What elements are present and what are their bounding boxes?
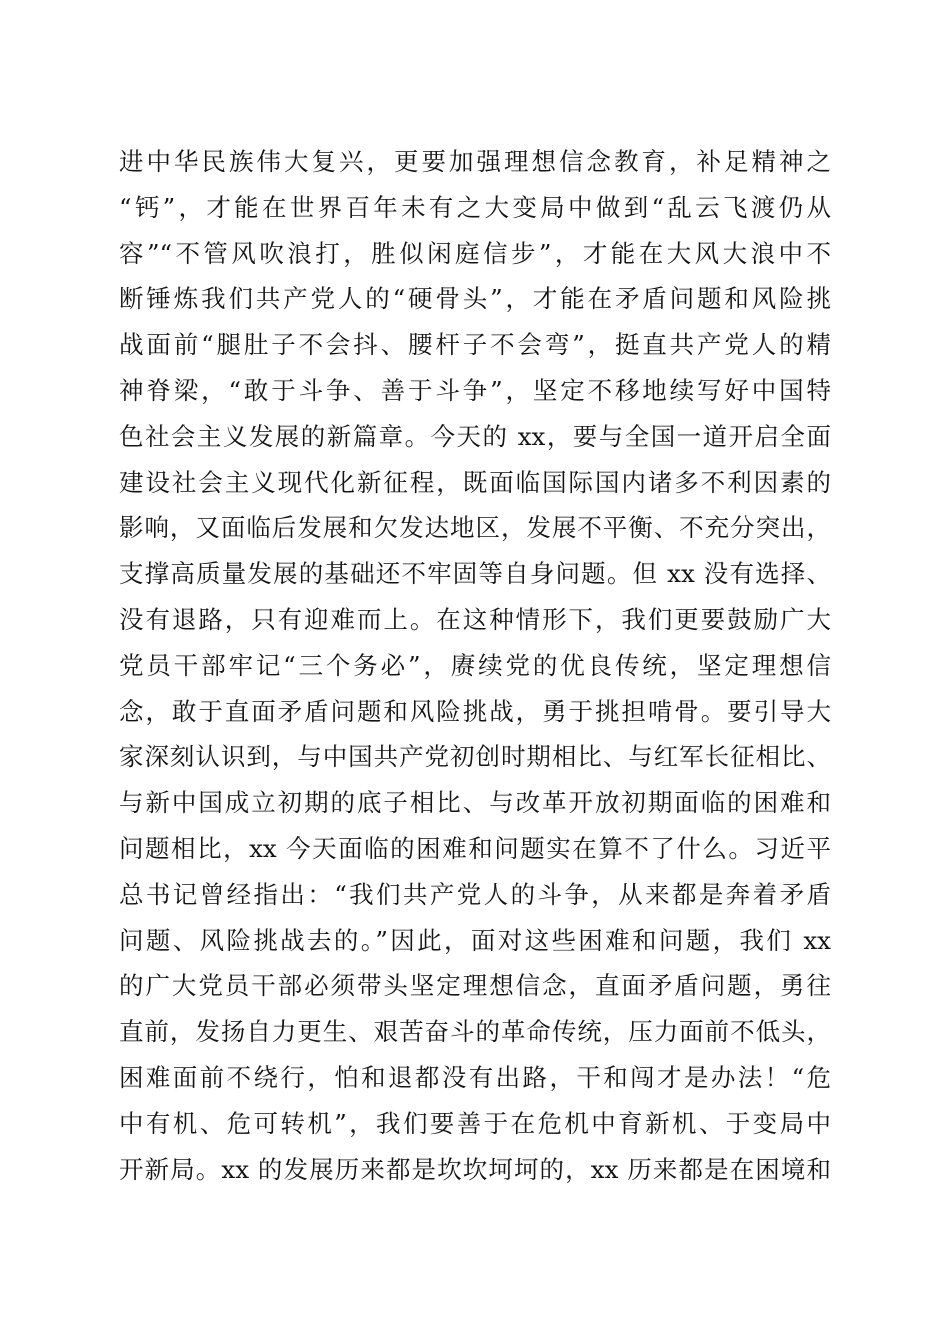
text-line-12: 党员干部牢记“三个务必”，赓续党的优良传统，坚定理想信 <box>119 650 831 680</box>
text-line-2: “钙”，才能在世界百年未有之大变局中做到“乱云飞渡仍从 <box>119 192 831 222</box>
text-line-15: 与新中国成立初期的底子相比、与改革开放初期面临的困难和 <box>119 788 831 818</box>
text-line-22: 中有机、危可转机”，我们要善于在危机中育新机、于变局中 <box>119 1108 831 1138</box>
text-line-11: 没有退路，只有迎难而上。在这种情形下，我们更要鼓励广大 <box>119 604 831 634</box>
text-line-5: 战面前“腿肚子不会抖、腰杆子不会弯”，挺直共产党人的精 <box>119 330 831 360</box>
text-line-20: 直前，发扬自力更生、艰苦奋斗的革命传统，压力面前不低头， <box>119 1017 831 1047</box>
text-line-6: 神脊梁，“敢于斗争、善于斗争”，坚定不移地续写好中国特 <box>119 375 831 405</box>
text-line-10: 支撑高质量发展的基础还不牢固等自身问题。但 xx 没有选择、 <box>119 559 831 589</box>
text-line-1: 进中华民族伟大复兴，更要加强理想信念教育，补足精神之 <box>119 147 831 176</box>
text-line-23: 开新局。xx 的发展历来都是坎坎坷坷的，xx 历来都是在困境和 <box>119 1154 831 1184</box>
text-line-14: 家深刻认识到，与中国共产党初创时期相比、与红军长征相比、 <box>119 742 831 772</box>
text-line-21: 困难面前不绕行，怕和退都没有出路，干和闯才是办法！“危 <box>119 1062 831 1092</box>
text-line-18: 问题、风险挑战去的。”因此，面对这些困难和问题，我们 xx <box>119 925 831 955</box>
text-line-7: 色社会主义发展的新篇章。今天的 xx，要与全国一道开启全面 <box>119 421 831 451</box>
text-line-13: 念，敢于直面矛盾问题和风险挑战，勇于挑担啃骨。要引导大 <box>119 696 831 726</box>
text-line-8: 建设社会主义现代化新征程，既面临国际国内诸多不利因素的 <box>119 467 831 497</box>
text-line-9: 影响，又面临后发展和欠发达地区，发展不平衡、不充分突出， <box>119 513 831 543</box>
text-line-3: 容”“不管风吹浪打，胜似闲庭信步”，才能在大风大浪中不 <box>119 238 831 268</box>
text-line-4: 断锤炼我们共产党人的“硬骨头”，才能在矛盾问题和风险挑 <box>119 284 831 314</box>
text-line-17: 总书记曾经指出：“我们共产党人的斗争，从来都是奔着矛盾 <box>119 879 831 909</box>
body-paragraph <box>119 139 831 1192</box>
text-line-19: 的广大党员干部必须带头坚定理想信念，直面矛盾问题，勇往 <box>119 971 831 1001</box>
text-line-16: 问题相比，xx 今天面临的困难和问题实在算不了什么。习近平 <box>119 833 831 863</box>
